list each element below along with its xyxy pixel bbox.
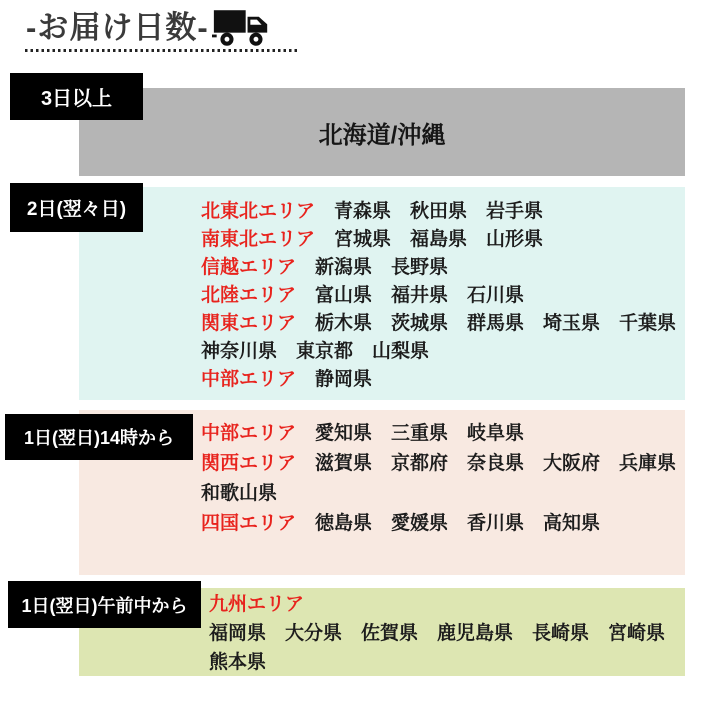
- prefecture-list: 愛知県 三重県 岐阜県: [315, 423, 525, 444]
- region-box-hokkaido-okinawa: [79, 88, 685, 176]
- truck-icon: [212, 8, 270, 48]
- prefecture-list: 富山県 福井県 石川県: [315, 285, 525, 306]
- region-row: [201, 338, 685, 366]
- region-row: [201, 310, 685, 338]
- prefecture-list: 静岡県: [315, 369, 373, 390]
- delivery-label-nextday-14: 1日(翌日)14時から: [5, 414, 193, 460]
- area-label: 南東北エリア: [201, 229, 316, 250]
- delivery-label-2days: 2日(翌々日): [10, 183, 143, 232]
- area-label: 信越エリア: [201, 257, 297, 278]
- area-label: 九州エリア: [209, 594, 305, 615]
- area-label: 中部エリア: [201, 423, 297, 444]
- delivery-label-3days-plus: 3日以上: [10, 73, 143, 120]
- region-row: [201, 226, 685, 254]
- region-row: [201, 419, 685, 449]
- region-row: [201, 479, 685, 509]
- region-row: [201, 449, 685, 479]
- region-box-2days: [79, 187, 685, 400]
- prefecture-list: 滋賀県 京都府 奈良県 大阪府 兵庫県: [315, 453, 677, 474]
- dotted-divider: [25, 49, 299, 52]
- prefecture-list: 和歌山県: [201, 483, 278, 504]
- prefecture-list: 栃木県 茨城県 群馬県 埼玉県 千葉県: [315, 313, 677, 334]
- prefecture-list: 青森県 秋田県 岩手県: [334, 201, 544, 222]
- region-row: [201, 198, 685, 226]
- prefecture-list: 福岡県 大分県 佐賀県 鹿児島県 長崎県 宮崎県: [209, 623, 666, 644]
- delivery-label-nextday-morning: 1日(翌日)午前中から: [8, 581, 201, 628]
- area-label: 北東北エリア: [201, 201, 316, 222]
- area-label: 四国エリア: [201, 513, 297, 534]
- prefecture-list: 神奈川県 東京都 山梨県: [201, 341, 430, 362]
- prefecture-list: 新潟県 長野県: [315, 257, 449, 278]
- region-row-list: [209, 590, 685, 677]
- region-row-list: [201, 198, 685, 394]
- region-row: [201, 509, 685, 539]
- page-title: -お届け日数-: [26, 10, 209, 45]
- region-name: 北海道/沖縄: [318, 121, 446, 149]
- region-row: [201, 366, 685, 394]
- area-label: 関東エリア: [201, 313, 297, 334]
- region-row: [209, 619, 685, 648]
- region-row: [209, 590, 685, 619]
- area-label: 中部エリア: [201, 369, 297, 390]
- prefecture-list: 徳島県 愛媛県 香川県 高知県: [315, 513, 601, 534]
- prefecture-list: 熊本県: [209, 652, 267, 673]
- area-label: 関西エリア: [201, 453, 297, 474]
- area-label: 北陸エリア: [201, 285, 297, 306]
- region-row: [201, 254, 685, 282]
- region-row: [209, 648, 685, 677]
- prefecture-list: 宮城県 福島県 山形県: [334, 229, 544, 250]
- region-row-list: [201, 419, 685, 539]
- region-row: [201, 282, 685, 310]
